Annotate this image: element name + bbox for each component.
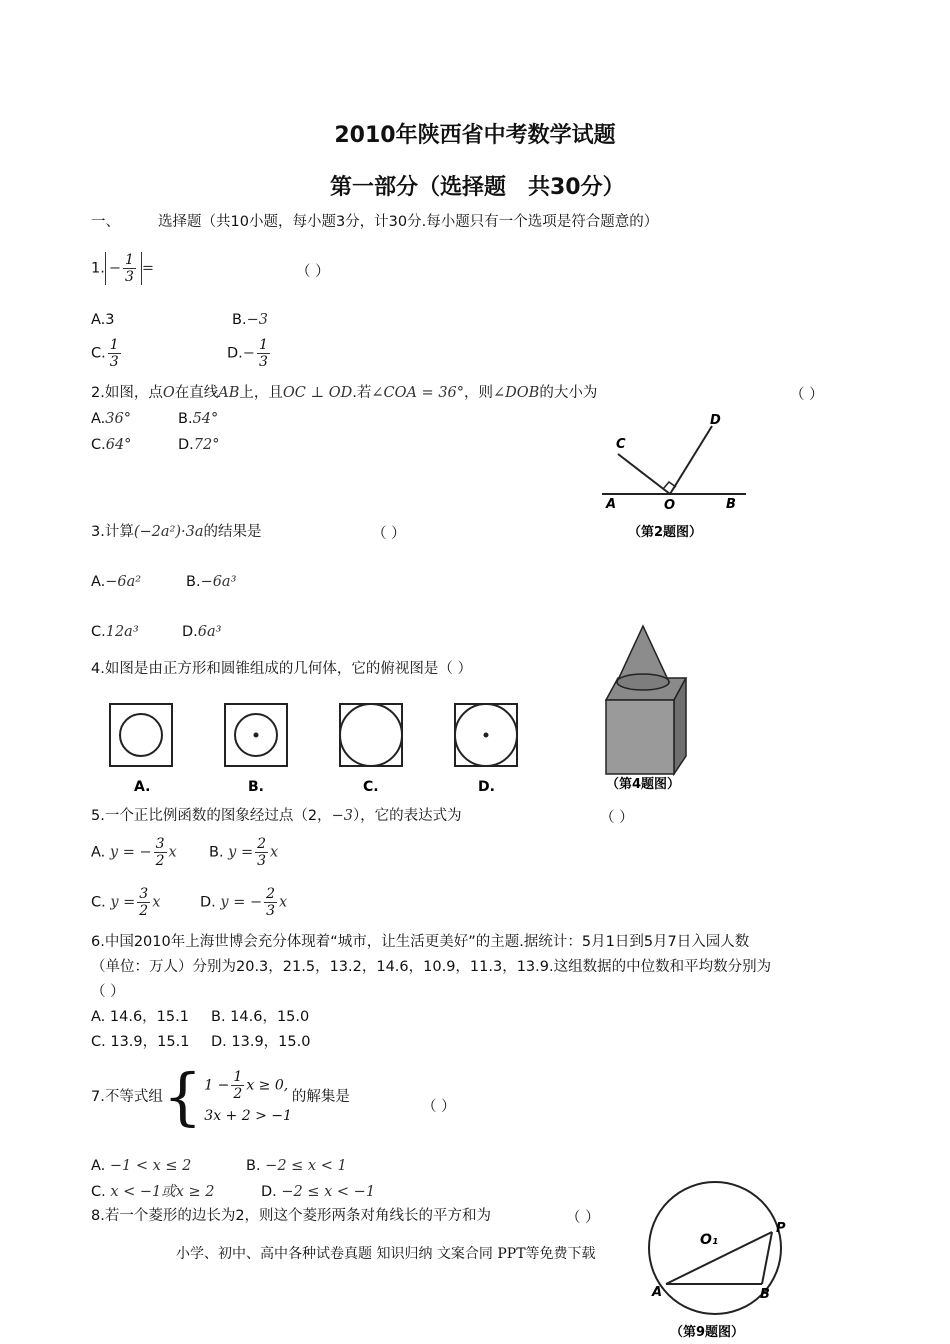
q4-option-a-label: A. — [134, 779, 151, 795]
q3-option-b: B.−6a³ — [186, 574, 237, 590]
q1-option-c: C. $\frac{1}{3}$ — [91, 337, 119, 370]
question-1: 1. − $\frac{1}{3}$ = — [91, 252, 155, 285]
answer-paren-5: （ ） — [600, 810, 634, 826]
answer-paren-8: （ ） — [566, 1210, 600, 1226]
q4-option-b-label: B. — [248, 779, 264, 795]
q6-option-c: C. 13.9，15.1 — [91, 1034, 190, 1050]
answer-paren-7: （ ） — [422, 1099, 456, 1115]
q1-option-d: D.− $\frac{1}{3}$ — [227, 337, 268, 370]
q2-option-c: C.64° — [91, 437, 132, 453]
q5-option-d: D. y = − $\frac{2}{3}$ x — [200, 886, 288, 919]
q4-option-d-label: D. — [478, 779, 495, 795]
absolute-value: − $\frac{1}{3}$ — [105, 252, 142, 285]
fig2-label-a: A — [606, 497, 617, 512]
question-2: 2.如图，点O在直线AB上，且OC ⊥ OD.若∠COA = 36°，则∠DOB的大小为 — [91, 385, 598, 401]
q7-option-c: C. x < −1或x ≥ 2 — [91, 1184, 215, 1200]
q5-option-b: B. y = $\frac{2}{3}$ x — [209, 836, 279, 869]
q2-option-b: B.54° — [178, 411, 219, 427]
section-number: 一、 — [91, 214, 120, 230]
question-6-line-1: 6.中国2010年上海世博会充分体现着“城市，让生活更美好”的主题.据统计：5月1日到5月7日入园人数 — [91, 934, 750, 950]
fig9-label-o: O₁ — [700, 1232, 719, 1248]
answer-paren-2: （ ） — [790, 387, 824, 403]
inequality-system: { 1 − $\frac{1}{2}$ x ≥ 0, 3x + 2 > −1 — [162, 1060, 292, 1133]
fig2-label-d: D — [710, 413, 721, 428]
q5-option-c: C. y = $\frac{3}{2}$ x — [91, 886, 161, 919]
question-4: 4.如图是由正方形和圆锥组成的几何体，它的俯视图是（ ） — [91, 661, 472, 677]
page-title: 2010年陕西省中考数学试题 — [334, 123, 616, 148]
fig2-label-c: C — [616, 437, 626, 452]
footer-note: 小学、初中、高中各种试卷真题 知识归纳 文案合同 PPT等免费下载 — [176, 1246, 596, 1262]
answer-paren-1: （ ） — [296, 264, 330, 280]
section-instruction: 选择题（共10小题，每小题3分，计30分.每小题只有一个选项是符合题意的） — [158, 214, 659, 230]
question-5: 5.一个正比例函数的图象经过点（2，−3），它的表达式为 — [91, 808, 462, 824]
fig2-label-o: O — [664, 498, 676, 513]
answer-paren-3: （ ） — [372, 526, 406, 542]
question-6-line-3: （ ） — [91, 984, 125, 1000]
q4-options-figure — [100, 696, 540, 796]
fig2-caption: （第2题图） — [628, 525, 703, 540]
q6-option-d: D. 13.9，15.0 — [211, 1034, 311, 1050]
figure-2 — [598, 408, 748, 548]
question-8: 8.若一个菱形的边长为2，则这个菱形两条对角线长的平方和为 — [91, 1208, 492, 1224]
fig2-label-b: B — [726, 497, 736, 512]
q7-option-b: B. −2 ≤ x < 1 — [246, 1158, 347, 1174]
fig9-label-a: A — [652, 1285, 663, 1300]
q3-option-d: D.6a³ — [182, 624, 222, 640]
q2-option-a: A.36° — [91, 411, 131, 427]
q2-option-d: D.72° — [178, 437, 220, 453]
part-title: 第一部分（选择题 共30分） — [330, 175, 625, 200]
fig9-label-b: B — [760, 1287, 770, 1302]
q3-option-c: C.12a³ — [91, 624, 139, 640]
q6-option-a: A. 14.6，15.1 — [91, 1009, 189, 1025]
q7-option-d: D. −2 ≤ x < −1 — [261, 1184, 376, 1200]
figure-4 — [596, 620, 706, 800]
q1-option-b: B.−3 — [232, 312, 268, 328]
fig9-label-p: P — [776, 1221, 786, 1236]
question-6-line-2: （单位：万人）分别为20.3，21.5，13.2，14.6，10.9，11.3，13.9.这组数据的中位数和平均数分别为 — [91, 959, 772, 975]
q1-option-a: A.3 — [91, 312, 115, 328]
q3-option-a: A.−6a² — [91, 574, 142, 590]
figure-9 — [640, 1172, 800, 1344]
fig4-caption: （第4题图） — [606, 777, 681, 792]
q7-option-a: A. −1 < x ≤ 2 — [91, 1158, 192, 1174]
q5-option-a: A. y = − $\frac{3}{2}$ x — [91, 836, 177, 869]
question-7: 7.不等式组 { 1 − $\frac{1}{2}$ x ≥ 0, 3x + 2 > −1 的解集是 — [91, 1060, 350, 1133]
question-3: 3.计算(−2a²)·3a的结果是 — [91, 524, 262, 540]
q4-option-c-label: C. — [363, 779, 379, 795]
fig9-caption: （第9题图） — [670, 1325, 745, 1340]
q6-option-b: B. 14.6，15.0 — [211, 1009, 310, 1025]
